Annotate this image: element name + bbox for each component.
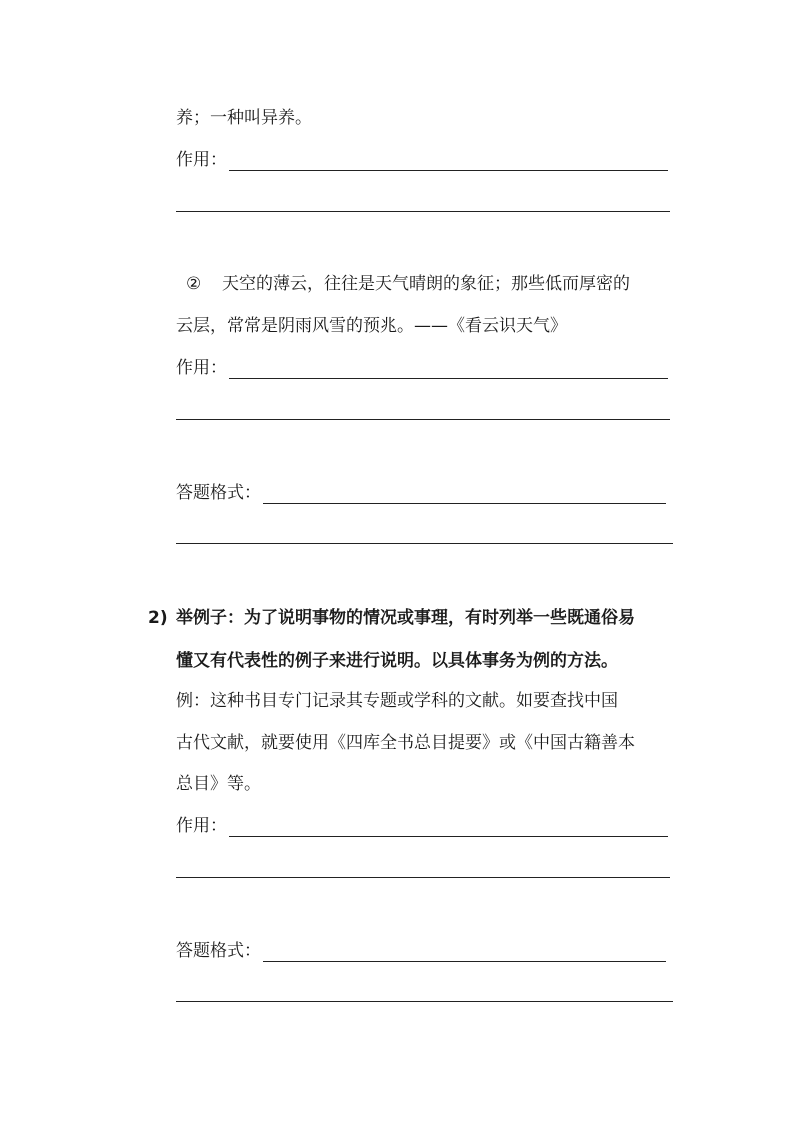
- item2-line2: 云层，常常是阴雨风雪的预兆。——《看云识天气》: [176, 316, 567, 336]
- answer-line[interactable]: [229, 169, 668, 171]
- item-marker-2: ②: [186, 274, 202, 294]
- example-line2: 古代文献，就要使用《四库全书总目提要》或《中国古籍善本: [176, 733, 635, 753]
- section-number: 2): [148, 608, 168, 628]
- answer-row-zuoyong-2: [176, 360, 668, 377]
- answer-row-zuoyong-1: [176, 152, 668, 169]
- answer-line[interactable]: [263, 502, 666, 504]
- answer-line[interactable]: [229, 377, 668, 379]
- answer-line[interactable]: [263, 960, 666, 962]
- format-label: 答题格式：: [176, 941, 261, 961]
- example-line3: 总目》等。: [176, 774, 261, 794]
- zuoyong-label: 作用：: [176, 358, 227, 378]
- answer-line[interactable]: [176, 419, 670, 420]
- zuoyong-label: 作用：: [176, 150, 227, 170]
- text-line-top: 养；一种叫异养。: [176, 108, 312, 128]
- answer-row-zuoyong-3: [176, 818, 668, 835]
- example-line1: 例：这种书目专门记录其专题或学科的文献。如要查找中国: [176, 691, 618, 711]
- zuoyong-label: 作用：: [176, 816, 227, 836]
- answer-line[interactable]: [176, 543, 673, 544]
- answer-row-format-2: [176, 943, 666, 960]
- answer-row-format-1: [176, 485, 666, 502]
- heading-line2: 懂又有代表性的例子来进行说明。以具体事务为例的方法。: [176, 651, 618, 671]
- heading-line1: 举例子：为了说明事物的情况或事理，有时列举一些既通俗易: [176, 608, 635, 628]
- answer-line[interactable]: [176, 211, 670, 212]
- answer-line[interactable]: [176, 1001, 673, 1002]
- answer-line[interactable]: [229, 835, 668, 837]
- item2-line1: 天空的薄云，往往是天气晴朗的象征；那些低而厚密的: [222, 274, 630, 294]
- answer-line[interactable]: [176, 877, 670, 878]
- format-label: 答题格式：: [176, 483, 261, 503]
